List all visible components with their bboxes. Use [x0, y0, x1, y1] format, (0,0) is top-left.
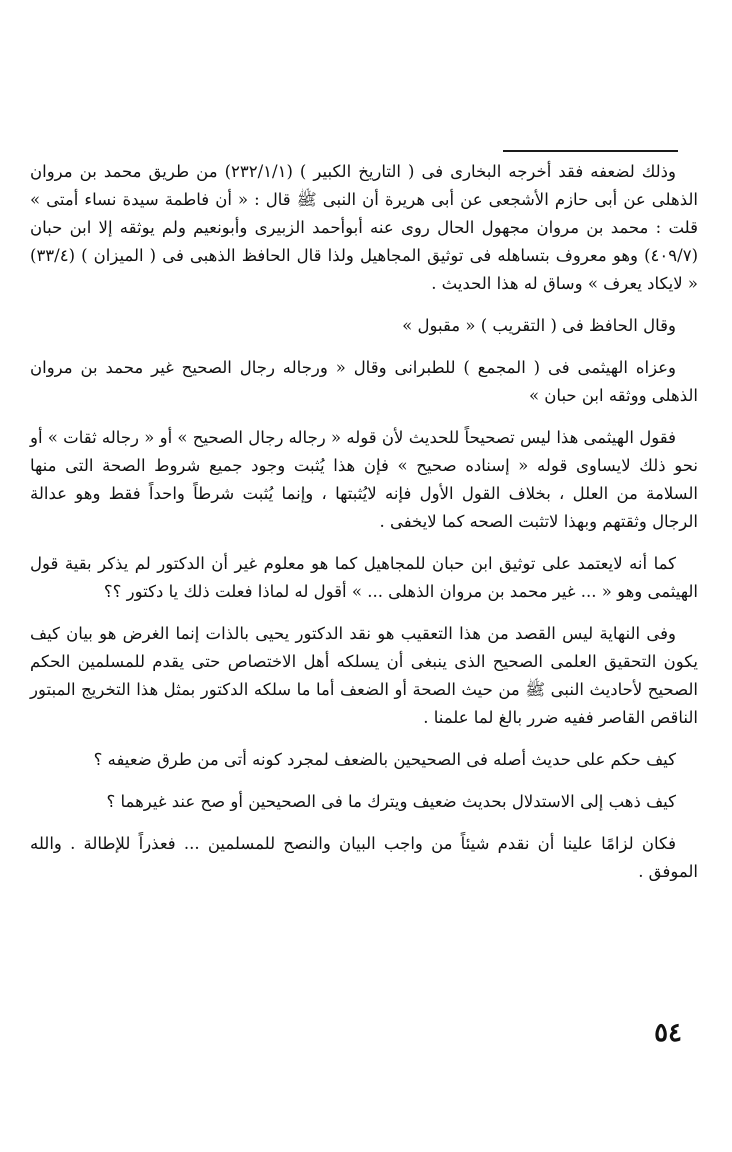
paragraph-5: كما أنه لايعتمد على توثيق ابن حبان للمجاهيل كما هو معلوم غير أن الدكتور لم يذكر بقية قول الهيثمى وهو « ... غير محمد بن مروان الذهلى ... » أقول له لماذا فعلت ذلك يا دكتور ؟؟: [30, 554, 698, 601]
footnote-separator-rule: [503, 150, 678, 152]
document-body: [30, 158, 698, 896]
paragraph-4: فقول الهيثمى هذا ليس تصحيحاً للحديث لأن قوله « رجاله رجال الصحيح » أو « رجاله ثقات » أو نحو ذلك لايساوى قوله « إسناده صحيح » فإن هذا يُثبت وجود جميع شروط الصحة التى منها السلامة من العلل ، بخلاف القول الأول فإنه لايُثبتها ، وإنما يُثبت شرطاً واحداً فقط وهو عدالة الرجال وثقتهم وبهذا لاتثبت الصحه كما لايخفى .: [30, 428, 698, 531]
paragraph-6: وفى النهاية ليس القصد من هذا التعقيب هو نقد الدكتور يحيى بالذات إنما الغرض هو بيان كيف يكون التحقيق العلمى الصحيح الذى ينبغى أن يسلكه أهل الاختصاص حتى يقدم للمسلمين الحكم الصحيح لأحاديث النبى ﷺ من حيث الصحة أو الضعف أما ما سلكه الدكتور بمثل هذا التخريج المبتور الناقص القاصر ففيه ضرر بالغ لما علمنا .: [30, 624, 698, 727]
page-number: ٥٤: [654, 1018, 682, 1048]
paragraph-7: كيف حكم على حديث أصله فى الصحيحين بالضعف لمجرد كونه أتى من طرق ضعيفه ؟: [93, 750, 676, 769]
paragraph-8: كيف ذهب إلى الاستدلال بحديث ضعيف ويترك ما فى الصحيحين أو صح عند غيرهما ؟: [106, 792, 676, 811]
paragraph-1: وذلك لضعفه فقد أخرجه البخارى فى ( التاريخ الكبير ) (٢٣٢/١/١) من طريق محمد بن مروان الذهلى عن أبى حازم الأشجعى عن أبى هريرة أن النبى ﷺ قال : « أن فاطمة سيدة نساء أمتى » قلت : محمد بن مروان مجهول الحال روى عنه أبوأحمد الزبيرى وأبونعيم ولم يوثقه إلا ابن حبان (٤٠٩/٧) وهو معروف بتساهله فى توثيق المجاهيل ولذا قال الحافظ الذهبى فى ( الميزان ) (٣٣/٤) « لايكاد يعرف » وساق له هذا الحديث .: [30, 162, 698, 293]
paragraph-2: وقال الحافظ فى ( التقريب ) « مقبول »: [402, 316, 676, 335]
paragraph-3: وعزاه الهيثمى فى ( المجمع ) للطبرانى وقال « ورجاله رجال الصحيح غير محمد بن مروان الذهلى ووثقه ابن حبان »: [30, 358, 698, 405]
paragraph-9: فكان لزامًا علينا أن نقدم شيئاً من واجب البيان والنصح للمسلمين ... فعذراً للإطالة . والله الموفق .: [30, 834, 698, 881]
